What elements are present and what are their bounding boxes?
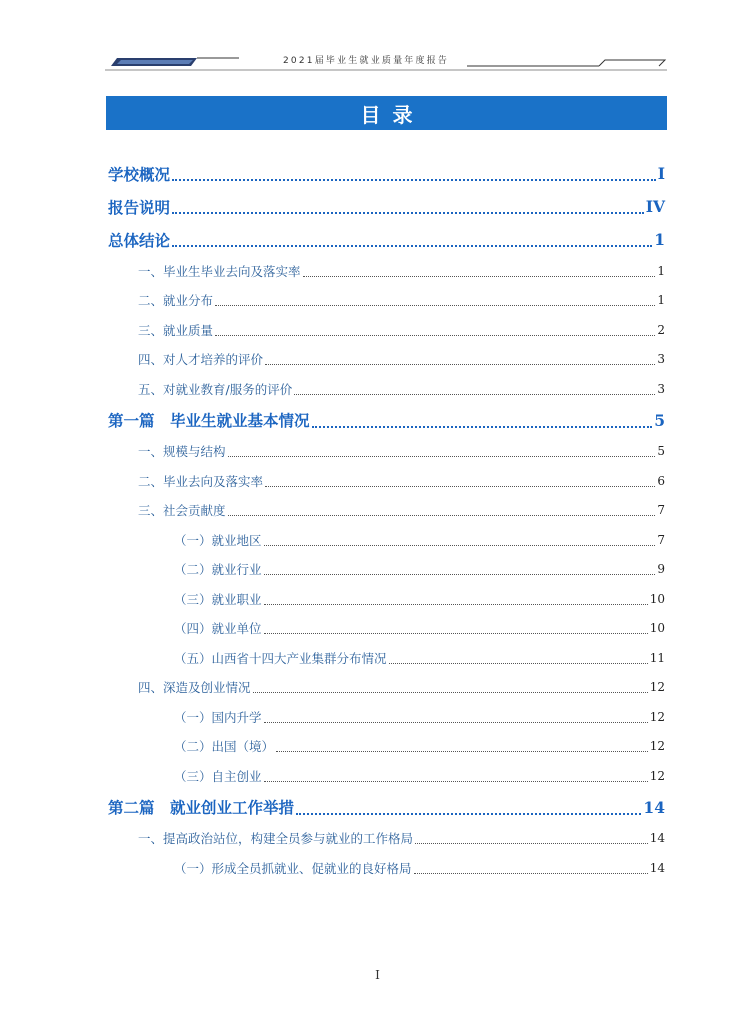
- toc-entry-label: 报告说明: [108, 198, 171, 217]
- toc-leader-dots: [276, 751, 648, 752]
- toc-leader-dots: [294, 394, 655, 395]
- toc-leader-dots: [264, 574, 656, 575]
- toc-entry-page: 1: [657, 263, 665, 278]
- toc-leader-dots: [264, 604, 648, 605]
- page-number: I: [375, 968, 380, 982]
- toc-entry-label: 总体结论: [108, 231, 171, 250]
- toc-entry[interactable]: [108, 761, 665, 791]
- toc-entry-label: 四、对人才培养的评价: [138, 352, 264, 368]
- toc-leader-dots: [253, 692, 648, 693]
- toc-leader-dots: [228, 515, 656, 516]
- toc-leader-dots: [264, 545, 656, 546]
- toc-entry-page: 11: [649, 650, 665, 665]
- toc-entry-label: （三）就业职业: [174, 591, 262, 607]
- toc-leader-dots: [303, 276, 656, 277]
- toc-leader-dots: [228, 456, 656, 457]
- toc-leader-dots: [389, 663, 648, 664]
- toc-leader-dots: [172, 179, 656, 181]
- toc-entry-label: 一、毕业生毕业去向及落实率: [138, 263, 301, 279]
- toc-entry-page: 1: [657, 293, 665, 308]
- toc-entry-label: （四）就业单位: [174, 621, 262, 637]
- toc-entry-label: 第一篇 毕业生就业基本情况: [108, 412, 310, 430]
- toc-entry-page: 12: [649, 768, 665, 783]
- toc-entry-label: 第二篇 就业创业工作举措: [108, 799, 295, 817]
- toc-entry-page: 3: [657, 381, 665, 396]
- toc-entry-label: 三、就业质量: [138, 322, 214, 338]
- toc-entry[interactable]: [108, 345, 665, 375]
- toc-leader-dots: [312, 426, 653, 428]
- toc-entry-page: 10: [649, 621, 665, 636]
- toc-entry[interactable]: [108, 256, 665, 286]
- toc-entry-page: 14: [649, 831, 665, 846]
- toc-leader-dots: [264, 722, 648, 723]
- toc-entry-page: 7: [657, 532, 665, 547]
- toc-entry[interactable]: [108, 702, 665, 732]
- toc-entry-label: （五）山西省十四大产业集群分布情况: [174, 650, 387, 666]
- toc-entry[interactable]: [108, 853, 665, 883]
- toc-leader-dots: [215, 305, 655, 306]
- toc-entry[interactable]: [108, 315, 665, 345]
- toc-heading-entry[interactable]: [108, 223, 665, 256]
- toc-entry-label: （一）形成全员抓就业、促就业的良好格局: [174, 860, 412, 876]
- toc-heading-entry[interactable]: [108, 157, 665, 190]
- toc-entry-label: 学校概况: [108, 165, 171, 184]
- page-header: [105, 50, 667, 72]
- toc-leader-dots: [414, 873, 648, 874]
- toc-entry-page: 12: [649, 680, 665, 695]
- toc-entry-label: 二、就业分布: [138, 293, 214, 309]
- toc-entry-label: 二、毕业去向及落实率: [138, 473, 264, 489]
- toc-entry[interactable]: [108, 496, 665, 526]
- toc-entry-page: 10: [649, 591, 665, 606]
- toc-entry[interactable]: [108, 286, 665, 316]
- toc-entry[interactable]: [108, 466, 665, 496]
- toc-entry[interactable]: [108, 824, 665, 854]
- table-of-contents: [108, 157, 665, 883]
- toc-entry-label: （二）出国（境）: [174, 739, 275, 755]
- toc-entry-page: 12: [649, 739, 665, 754]
- toc-entry-label: （一）国内升学: [174, 709, 262, 725]
- toc-entry-label: 一、规模与结构: [138, 444, 226, 460]
- toc-entry-page: 14: [643, 797, 665, 817]
- toc-entry-label: 三、社会贡献度: [138, 503, 226, 519]
- toc-entry[interactable]: [108, 614, 665, 644]
- toc-entry-label: 一、提高政治站位，构建全员参与就业的工作格局: [138, 831, 414, 847]
- toc-heading-entry[interactable]: [108, 190, 665, 223]
- toc-leader-dots: [265, 364, 655, 365]
- toc-entry-page: 1: [654, 230, 665, 249]
- toc-entry-page: IV: [645, 197, 665, 216]
- toc-entry-page: 14: [649, 860, 665, 875]
- toc-entry-page: 2: [657, 322, 665, 337]
- toc-entry[interactable]: [108, 555, 665, 585]
- toc-entry[interactable]: [108, 643, 665, 673]
- header-title: 2021届毕业生就业质量年度报告: [283, 56, 450, 66]
- toc-leader-dots: [264, 633, 648, 634]
- toc-entry-page: I: [657, 164, 665, 183]
- toc-entry-label: 五、对就业教育/服务的评价: [138, 381, 293, 397]
- toc-entry-label: （二）就业行业: [174, 562, 262, 578]
- toc-entry-page: 5: [657, 444, 665, 459]
- toc-entry-page: 12: [649, 709, 665, 724]
- toc-leader-dots: [296, 813, 641, 815]
- toc-leader-dots: [264, 781, 648, 782]
- toc-entry[interactable]: [108, 584, 665, 614]
- toc-entry-page: 5: [654, 410, 665, 430]
- toc-entry-page: 7: [657, 503, 665, 518]
- toc-entry-page: 6: [657, 473, 665, 488]
- toc-leader-dots: [172, 212, 644, 214]
- toc-entry-label: （三）自主创业: [174, 768, 262, 784]
- toc-entry[interactable]: [108, 732, 665, 762]
- toc-entry[interactable]: [108, 374, 665, 404]
- toc-entry-label: （一）就业地区: [174, 532, 262, 548]
- toc-entry-page: 3: [657, 352, 665, 367]
- toc-leader-dots: [265, 486, 655, 487]
- toc-entry[interactable]: [108, 437, 665, 467]
- toc-entry[interactable]: [108, 525, 665, 555]
- toc-entry-page: 9: [657, 562, 665, 577]
- toc-title-bar: [106, 96, 667, 130]
- toc-heading-entry[interactable]: [108, 404, 665, 437]
- toc-leader-dots: [215, 335, 655, 336]
- toc-entry-label: 四、深造及创业情况: [138, 680, 251, 696]
- toc-title: 目录: [360, 102, 425, 127]
- toc-heading-entry[interactable]: [108, 791, 665, 824]
- toc-entry[interactable]: [108, 673, 665, 703]
- toc-leader-dots: [172, 245, 652, 247]
- toc-leader-dots: [415, 843, 648, 844]
